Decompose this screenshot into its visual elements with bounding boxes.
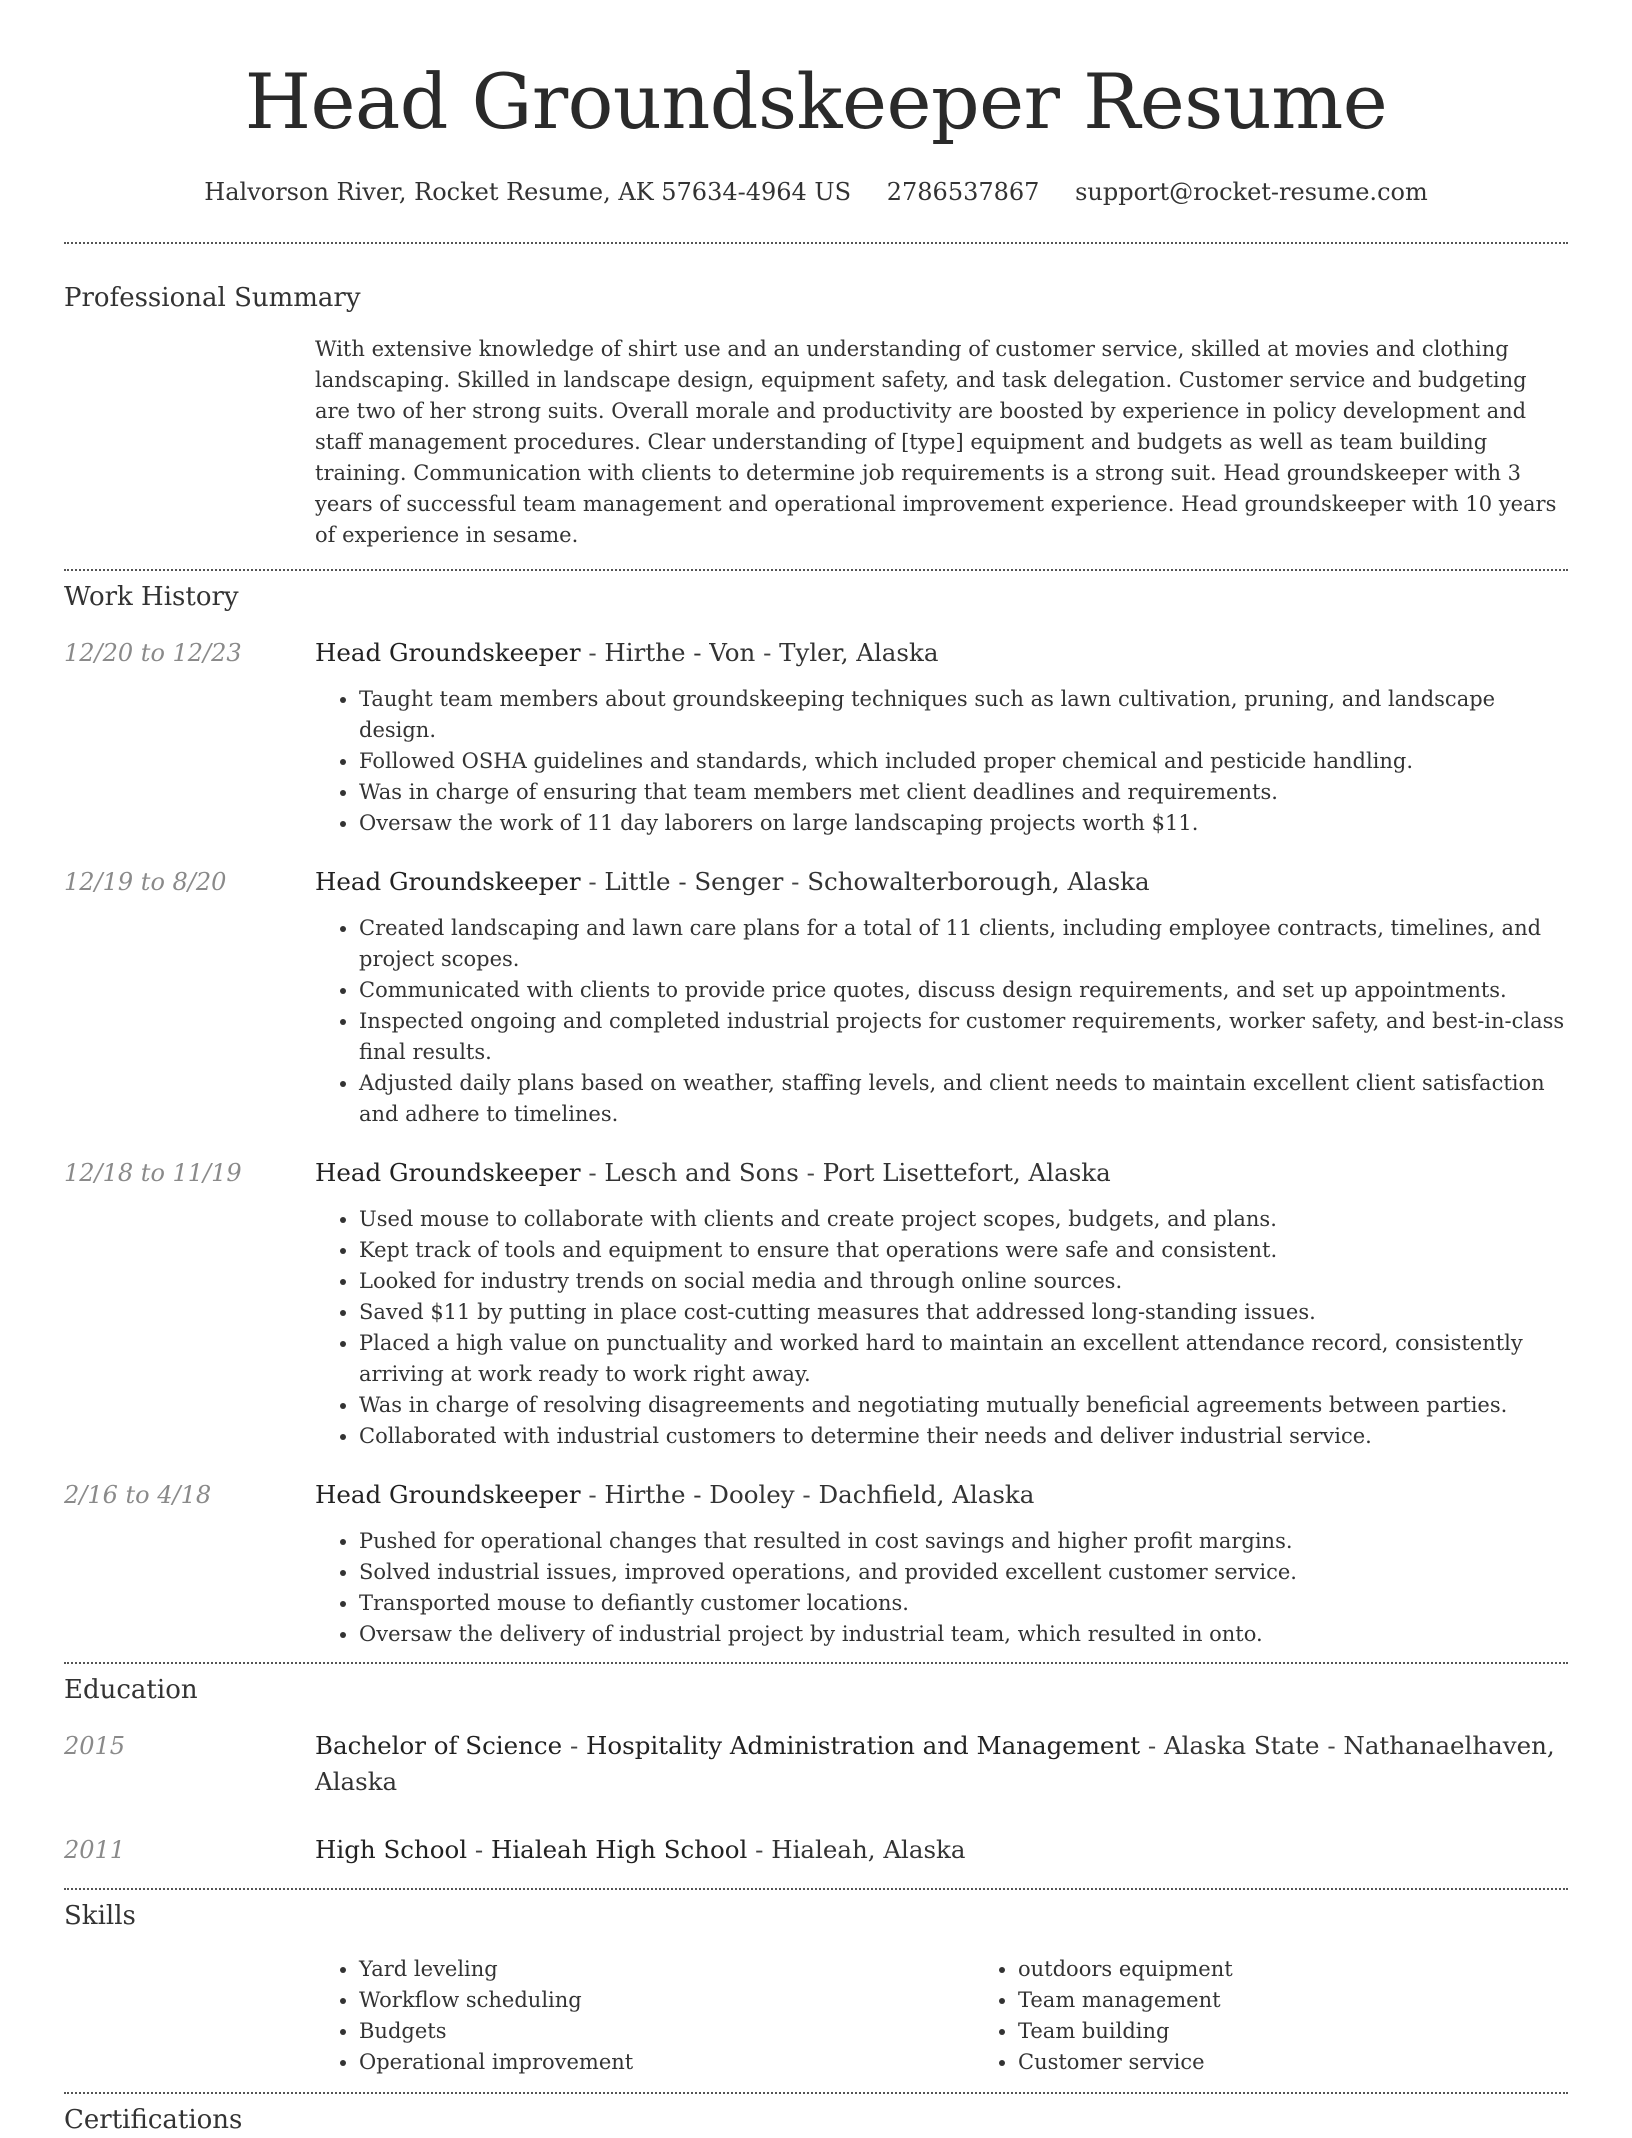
job-title-line: Head Groundskeeper - Hirthe - Dooley - Dachfield, Alaska xyxy=(315,1480,1035,1509)
skill-item: • Customer service xyxy=(1018,2047,1632,2078)
education-section xyxy=(64,1664,1568,1868)
job-dates: 2/16 to 4/18 xyxy=(64,1481,212,1509)
education-location: Nathanaelhaven, Alaska xyxy=(315,1731,1555,1796)
job-bullets xyxy=(315,684,1568,839)
job-company: Little - Senger xyxy=(604,867,784,896)
job-title-line: Head Groundskeeper - Hirthe - Von - Tyler, Alaska xyxy=(315,638,939,667)
job-location: Dachfield, Alaska xyxy=(818,1480,1035,1509)
job-entry xyxy=(64,864,1568,1130)
skills-list-right xyxy=(974,1954,1632,2078)
education-line: Bachelor of Science - Hospitality Administration and Management - Alaska State - Nathanaelhaven, Alaska xyxy=(315,1731,1555,1796)
skill-item: • Yard leveling xyxy=(359,1954,974,1985)
list-item: • Collaborated with industrial customers to determine their needs and deliver industrial service. xyxy=(359,1421,1568,1452)
job-bullets xyxy=(315,913,1568,1130)
skills-heading: Skills xyxy=(64,1901,136,1931)
education-year: 2015 xyxy=(64,1732,126,1760)
job-location: Schowalterborough, Alaska xyxy=(807,867,1150,896)
list-item: • Communicated with clients to provide price quotes, discuss design requirements, and set up appointments. xyxy=(359,975,1568,1006)
skill-item: • Operational improvement xyxy=(359,2047,974,2078)
job-company: Hirthe - Dooley xyxy=(604,1480,795,1509)
list-item: • Placed a high value on punctuality and worked hard to maintain an excellent attendance record, consistently arriving at work ready to work right away. xyxy=(359,1328,1568,1390)
list-item: • Oversaw the work of 11 day laborers on large landscaping projects worth $11. xyxy=(359,808,1568,839)
job-dates: 12/19 to 8/20 xyxy=(64,868,227,896)
job-company: Lesch and Sons xyxy=(604,1158,799,1187)
work-heading: Work History xyxy=(64,582,239,612)
job-title-line: Head Groundskeeper - Little - Senger - Schowalterborough, Alaska xyxy=(315,867,1150,896)
summary-heading: Professional Summary xyxy=(64,283,361,313)
job-entry xyxy=(64,635,1568,839)
list-item: • Created landscaping and lawn care plans for a total of 11 clients, including employee contracts, timelines, and project scopes. xyxy=(359,913,1568,975)
education-location: Hialeah, Alaska xyxy=(771,1835,966,1864)
education-entry xyxy=(64,1728,1568,1800)
summary-text: With extensive knowledge of shirt use and an understanding of customer service, skilled at movies and clothing landscaping. Skilled in landscape design, equipment safety, and task delegation. Customer service and budgeting are two of her strong suits. Overall morale and productivity are boosted by experience in policy development and staff management procedures. Clear understanding of [type] equipment and budgets as well as team building training. Communication with clients to determine job requirements is a strong suit. Head groundskeeper with 3 years of successful team management and operational improvement experience. Head groundskeeper with 10 years of experience in sesame. xyxy=(315,337,1557,547)
education-degree: High School xyxy=(315,1835,468,1864)
job-entry xyxy=(64,1477,1568,1650)
list-item: • Kept track of tools and equipment to ensure that operations were safe and consistent. xyxy=(359,1235,1568,1266)
education-entry xyxy=(64,1832,1568,1868)
skills-section xyxy=(64,1890,1568,2078)
list-item: • Taught team members about groundskeeping techniques such as lawn cultivation, pruning, and landscape design. xyxy=(359,684,1568,746)
list-item: • Looked for industry trends on social media and through online sources. xyxy=(359,1266,1568,1297)
education-degree: Bachelor of Science xyxy=(315,1731,563,1760)
list-item: • Oversaw the delivery of industrial project by industrial team, which resulted in onto. xyxy=(359,1619,1568,1650)
contact-phone: 2786537867 xyxy=(886,178,1040,206)
job-dates: 12/20 to 12/23 xyxy=(64,639,242,667)
list-item: • Was in charge of resolving disagreements and negotiating mutually beneficial agreements between parties. xyxy=(359,1390,1568,1421)
skill-item: • Team management xyxy=(1018,1985,1632,2016)
job-title: Head Groundskeeper xyxy=(315,1480,581,1509)
education-year: 2011 xyxy=(64,1836,126,1864)
education-heading: Education xyxy=(64,1675,198,1705)
work-section xyxy=(64,571,1568,1650)
list-item: • Adjusted daily plans based on weather, staffing levels, and client needs to maintain excellent client satisfaction and adhere to timelines. xyxy=(359,1068,1568,1130)
education-field: Hospitality Administration and Management xyxy=(586,1731,1141,1760)
skill-item: • Team building xyxy=(1018,2016,1632,2047)
certifications-heading: Certifications xyxy=(64,2105,243,2135)
list-item: • Used mouse to collaborate with clients and create project scopes, budgets, and plans. xyxy=(359,1204,1568,1235)
job-title-line: Head Groundskeeper - Lesch and Sons - Port Lisettefort, Alaska xyxy=(315,1158,1111,1187)
list-item: • Pushed for operational changes that resulted in cost savings and higher profit margins. xyxy=(359,1526,1568,1557)
job-bullets xyxy=(315,1526,1568,1650)
list-item: • Was in charge of ensuring that team members met client deadlines and requirements. xyxy=(359,777,1568,808)
list-item: • Solved industrial issues, improved operations, and provided excellent customer service. xyxy=(359,1557,1568,1588)
job-bullets xyxy=(315,1204,1568,1452)
contact-email: support@rocket-resume.com xyxy=(1075,178,1428,206)
skill-item: • Budgets xyxy=(359,2016,974,2047)
skills-list-left xyxy=(315,1954,974,2078)
list-item: • Followed OSHA guidelines and standards, which included proper chemical and pesticide handling. xyxy=(359,746,1568,777)
resume-header xyxy=(64,0,1568,210)
list-item: • Saved $11 by putting in place cost-cutting measures that addressed long-standing issues. xyxy=(359,1297,1568,1328)
summary-section xyxy=(64,244,1568,551)
list-item: • Inspected ongoing and completed industrial projects for customer requirements, worker safety, and best-in-class final results. xyxy=(359,1006,1568,1068)
education-line: High School - Hialeah High School - Hialeah, Alaska xyxy=(315,1835,966,1864)
job-location: Port Lisettefort, Alaska xyxy=(822,1158,1111,1187)
education-school: Hialeah High School xyxy=(490,1835,748,1864)
job-dates: 12/18 to 11/19 xyxy=(64,1159,242,1187)
job-title: Head Groundskeeper xyxy=(315,867,581,896)
job-title: Head Groundskeeper xyxy=(315,1158,581,1187)
job-entry xyxy=(64,1155,1568,1452)
contact-address: Halvorson River, Rocket Resume, AK 57634-4964 US xyxy=(204,178,852,206)
list-item: • Transported mouse to defiantly customer locations. xyxy=(359,1588,1568,1619)
job-location: Tyler, Alaska xyxy=(779,638,939,667)
skill-item: • outdoors equipment xyxy=(1018,1954,1632,1985)
education-school: Alaska State xyxy=(1163,1731,1320,1760)
job-title: Head Groundskeeper xyxy=(315,638,581,667)
page-title: Head Groundskeeper Resume xyxy=(244,57,1388,146)
skill-item: • Workflow scheduling xyxy=(359,1985,974,2016)
contact-line xyxy=(64,174,1568,210)
certifications-section xyxy=(64,2094,1568,2138)
job-company: Hirthe - Von xyxy=(604,638,756,667)
